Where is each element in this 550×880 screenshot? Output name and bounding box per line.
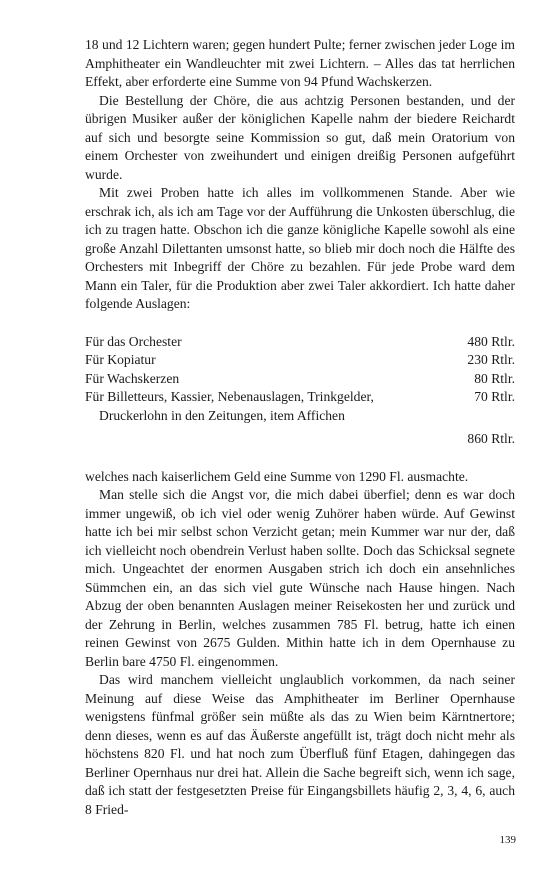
ledger-total: 860 Rtlr.	[467, 431, 515, 446]
ledger-amount: 230 Rtlr.	[467, 352, 515, 367]
ledger-amount: 80 Rtlr.	[474, 370, 515, 386]
page-number: 139	[499, 834, 516, 846]
page-body	[85, 36, 515, 819]
ledger-amount: 70 Rtlr.	[474, 389, 515, 404]
ledger-label: Für Wachskerzen	[85, 370, 180, 386]
ledger-row	[85, 351, 515, 370]
paragraph-5: Man stelle sich die Angst vor, die mich dabei überfiel; denn es war doch immer ungewiß, ob ich viel oder wenig Zuhörer haben würde. Auf Gewinst hatte ich bei mir selbst schon Verzicht getan; mein Kummer war nur der, daß ich vielleicht noch obendrein Verlust haben sollte. Doch das Schicksal segnete mich. Ungeachtet der enormen Ausgaben strich ich doch ein ansehnliches Sümmchen ein, an das sich viel gute Wünsche nach Hause hingen. Nach Abzug der oben benannten Auslagen meiner Reisekosten her und zurück und der Zehrung in Berlin, welches zusammen 785 Fl. betrug, hatte ich einen reinen Gewinst von 2675 Gulden. Mithin hatte ich in dem Opernhause zu Berlin bare 4750 Fl. eingenommen.	[85, 487, 515, 669]
ledger-amount: 480 Rtlr.	[467, 333, 515, 349]
ledger-row	[85, 333, 515, 352]
ledger-continuation: Druckerlohn in den Zeitungen, item Affichen	[99, 407, 345, 423]
ledger-label: Für Billetteurs, Kassier, Nebenauslagen, Trinkgelder,	[85, 389, 374, 404]
paragraph-1: 18 und 12 Lichtern waren; gegen hundert Pulte; ferner zwischen jeder Loge im Amphitheater ein Wandleuchter mit zwei Lichtern. – Alles das tat herrlichen Effekt, aber erforderte eine Summe von 94 Pfund Wachskerzen.	[85, 37, 515, 89]
ledger-label: Für Kopiatur	[85, 352, 156, 367]
ledger-row	[85, 388, 515, 407]
expense-ledger	[85, 333, 515, 449]
paragraph-3: Mit zwei Proben hatte ich alles im vollkommenen Stande. Aber wie erschrak ich, als ich am Tage vor der Aufführung die Unkosten überschlug, die ich zu tragen hatte. Obschon ich die ganze königliche Kapelle sowohl als eine große Anzahl Dilettanten umsonst hatte, so blieb mir doch noch die Hälfte des Orchesters mit Inbegriff der Chöre zu bezahlen. Für jede Probe ward dem Mann ein Taler, für die Produktion aber zwei Taler akkordiert. Ich hatte daher folgende Auslagen:	[85, 185, 515, 311]
paragraph-2: Die Bestellung der Chöre, die aus achtzig Personen bestanden, und der übrigen Musiker außer der königlichen Kapelle nahm der biedere Reichardt auf sich und besorgte seine Kommission so gut, daß mein Oratorium von einem Orchester von zweihundert und einigen dreißig Personen aufgeführt wurde.	[85, 92, 515, 182]
ledger-row	[85, 370, 515, 389]
ledger-label: Für das Orchester	[85, 333, 182, 349]
paragraph-4: welches nach kaiserlichem Geld eine Summe von 1290 Fl. ausmachte.	[85, 468, 469, 484]
ledger-total-row	[85, 430, 515, 449]
paragraph-6: Das wird manchem vielleicht unglaublich vorkommen, da nach seiner Meinung auf diese Weise das Amphitheater im Berliner Opernhause wenigstens fünfmal größer sein müßte als das zu Wien beim Kärntnertore; denn dieses, wenn es auf das Äußerste angefüllt ist, trägt doch nicht mehr als höchstens 820 Fl. und hat noch zum Überfluß fünf Etagen, dahingegen das Berliner Opernhaus nur drei hat. Allein die Sache begreift sich, wenn ich sage, daß ich statt der festgesetzten Preise für Eingangsbillets häufig 2, 3, 4, 6, auch 8 Fried-	[85, 672, 515, 817]
